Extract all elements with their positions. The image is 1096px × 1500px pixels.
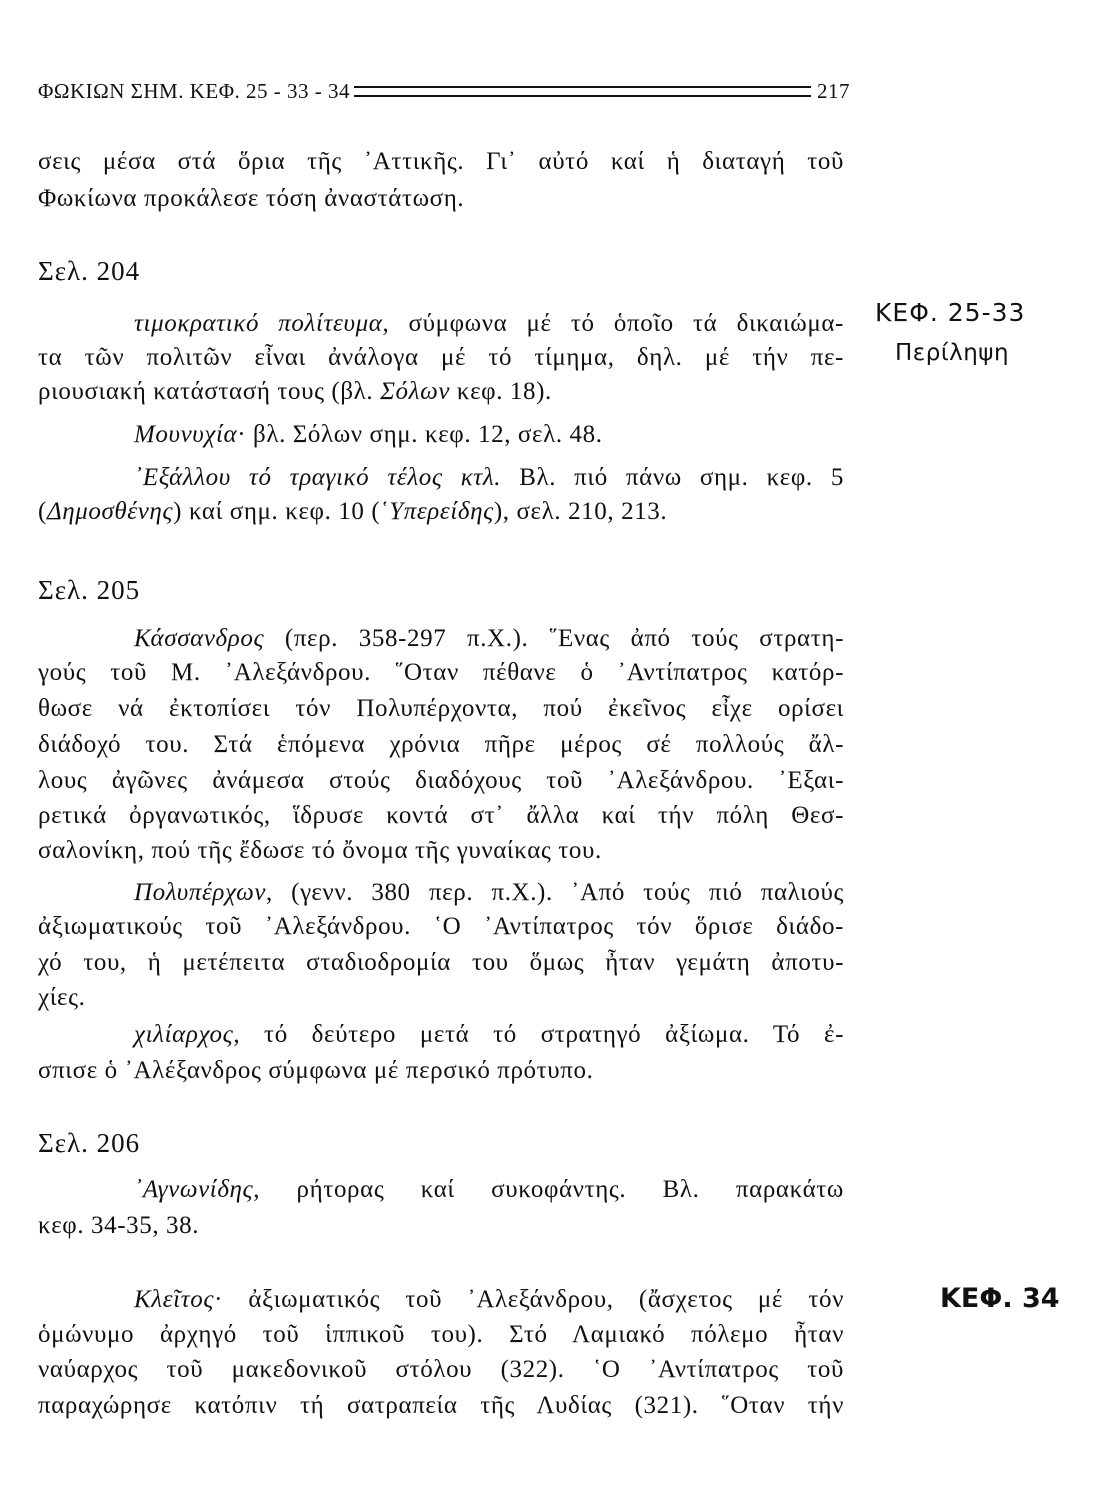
text-line: ρετικά ὀργανωτικός, ἵδρυσε κοντά στ᾿ ἄλλα καί τήν πόλη Θεσ- (38, 802, 844, 829)
text-line: τα τῶν πολιτῶν εἶναι ἀνάλογα μέ τό τίμημα, δηλ. μέ τήν πε- (38, 344, 844, 371)
running-header (38, 70, 850, 104)
running-head: ΦΩΚΙΩΝ ΣΗΜ. ΚΕΦ. 25 - 33 - 34 (38, 79, 351, 103)
text-line: χό του, ἡ μετέπειτα σταδιοδρομία του ὅμως ἦταν γεμάτη ἀποτυ- (38, 949, 844, 976)
text-line: ᾿Αγνωνίδης, ρήτορας καί συκοφάντης. Βλ. παρακάτω (134, 1176, 844, 1203)
header-double-rule (354, 86, 811, 97)
text-line: λους ἀγῶνες ἀνάμεσα στούς διαδόχους τοῦ ᾿Αλεξάνδρου. ᾿Εξαι- (38, 767, 844, 794)
text-line: θωσε νά ἐκτοπίσει τόν Πολυπέρχοντα, πού ἐκεῖνος εἶχε ορίσει (38, 695, 844, 722)
text-line: Φωκίωνα προκάλεσε τόση ἀναστάτωση. (38, 185, 465, 212)
section-heading: Σελ. 205 (38, 575, 141, 605)
text-line: Πολυπέρχων, (γενν. 380 περ. π.Χ.). ᾿Από τούς πιό παλιούς (134, 879, 844, 906)
text-line: Κάσσανδρος (περ. 358-297 π.Χ.). ῞Ενας ἀπό τούς στρατη- (134, 625, 844, 652)
margin-summary-label: Περίληψη (895, 340, 1010, 366)
text-line: ναύαρχος τοῦ μακεδονικοῦ στόλου (322). ῾Ο ᾿Αντίπατρος τοῦ (38, 1356, 844, 1383)
text-line: Κλεῖτος· ἀξιωματικός τοῦ ᾿Αλεξάνδρου, (ἄσχετος μέ τόν (134, 1286, 844, 1313)
text-line: (Δημοσθένης) καί σημ. κεφ. 10 (῾Υπερείδης), σελ. 210, 213. (38, 498, 668, 525)
text-line: κεφ. 34-35, 38. (38, 1212, 200, 1239)
margin-chapter-34-label: ΚΕΦ. 34 (940, 1283, 1060, 1314)
text-line: Μουνυχία· βλ. Σόλων σημ. κεφ. 12, σελ. 48. (134, 421, 603, 448)
text-line: χιλίαρχος, τό δεύτερο μετά τό στρατηγό ἀξίωμα. Τό ἐ- (134, 1021, 844, 1048)
text-line: ᾿Εξάλλου τό τραγικό τέλος κτλ. Βλ. πιό πάνω σημ. κεφ. 5 (134, 464, 844, 491)
text-line: ὁμώνυμο ἀρχηγό τοῦ ἱππικοῦ του). Στό Λαμιακό πόλεμο ἦταν (38, 1321, 844, 1348)
text-line: διάδοχό του. Στά ἑπόμενα χρόνια πῆρε μέρος σέ πολλούς ἄλ- (38, 731, 844, 758)
margin-chapter-label: ΚΕΦ. 25-33 (875, 298, 1026, 327)
text-line: ἀξιωματικούς τοῦ ᾿Αλεξάνδρου. ῾Ο ᾿Αντίπατρος τόν ὅρισε διάδο- (38, 913, 844, 940)
text-line: τιμοκρατικό πολίτευμα, σύμφωνα μέ τό ὁποῖο τά δικαιώμα- (134, 310, 844, 337)
page-number: 217 (817, 79, 850, 103)
text-line: σπισε ὁ ᾿Αλέξανδρος σύμφωνα μέ περσικό πρότυπο. (38, 1057, 594, 1084)
text-line: γούς τοῦ Μ. ᾿Αλεξάνδρου. ῞Οταν πέθανε ὁ ᾿Αντίπατρος κατόρ- (38, 659, 844, 686)
section-heading: Σελ. 204 (38, 256, 141, 286)
text-line: ριουσιακή κατάστασή τους (βλ. Σόλων κεφ. 18). (38, 378, 552, 405)
text-line: σαλονίκη, πού τῆς ἔδωσε τό ὄνομα τῆς γυναίκας του. (38, 837, 602, 864)
text-line: σεις μέσα στά ὅρια τῆς ᾿Αττικῆς. Γι᾿ αὐτό καί ἡ διαταγή τοῦ (38, 148, 844, 175)
section-heading: Σελ. 206 (38, 1128, 141, 1158)
text-line: παραχώρησε κατόπιν τή σατραπεία τῆς Λυδίας (321). ῞Οταν τήν (38, 1392, 844, 1419)
text-line: χίες. (38, 984, 86, 1011)
